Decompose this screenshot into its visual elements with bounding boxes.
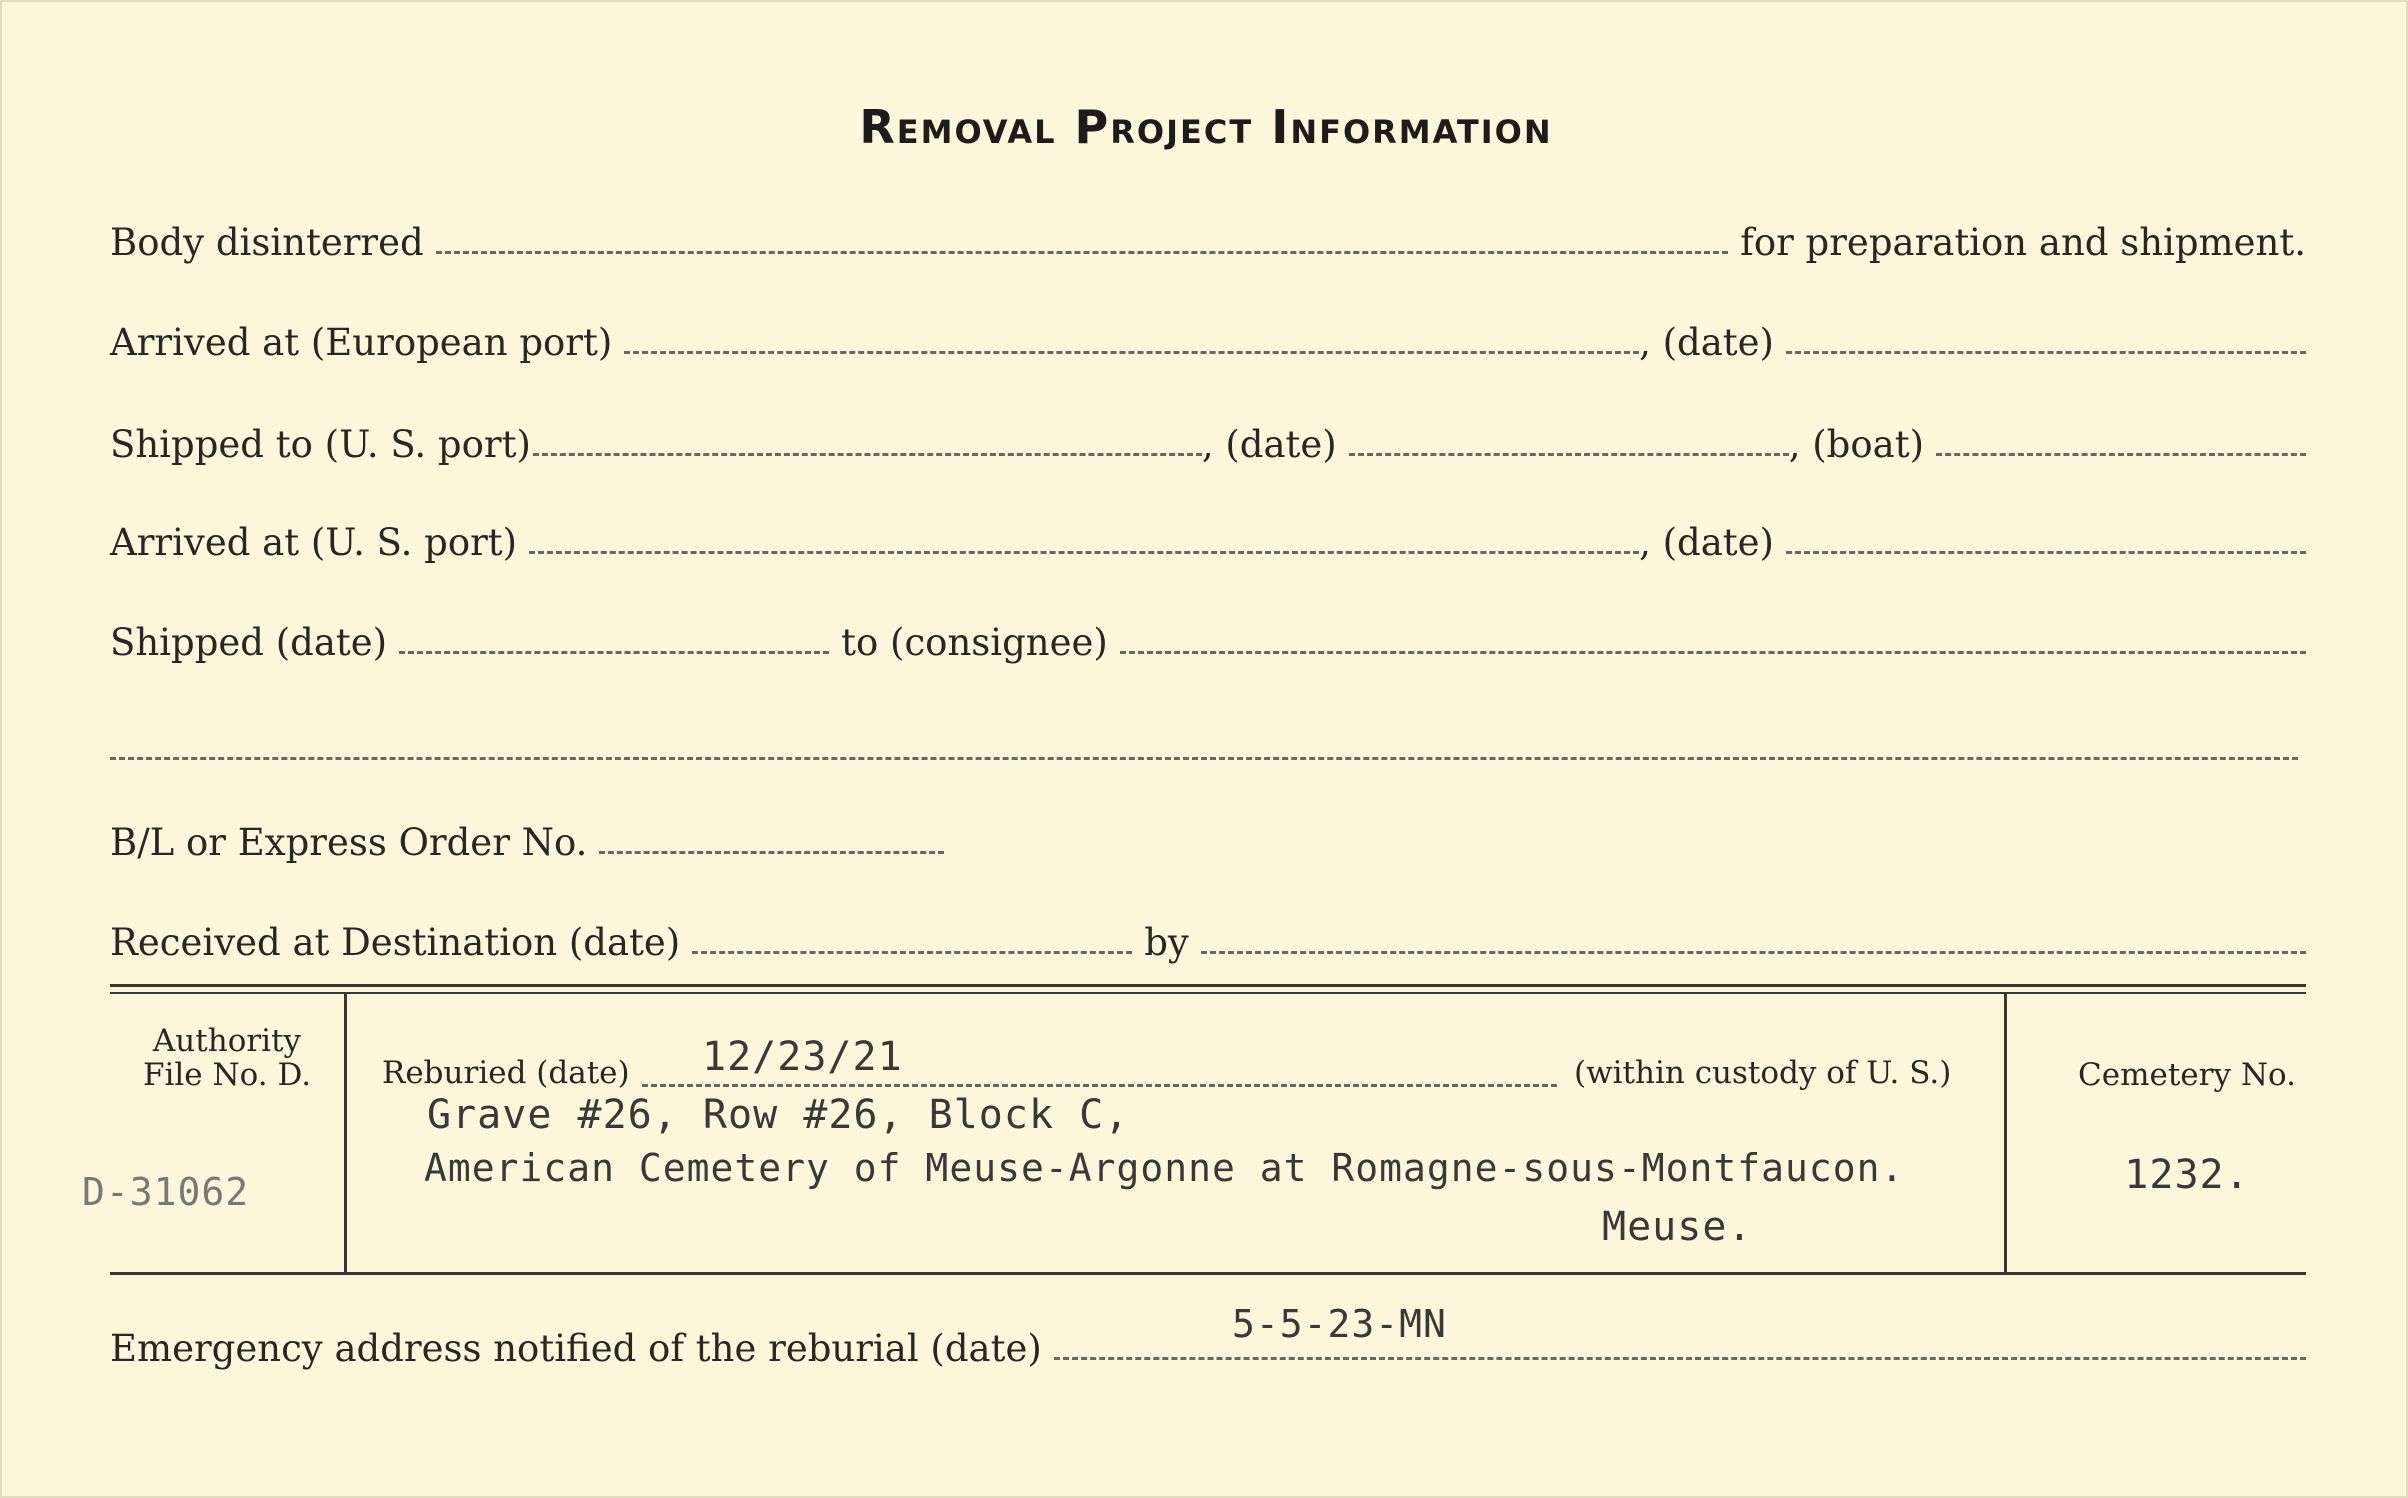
boat-label: , (boat) (1788, 423, 1924, 466)
european-date-label: , (date) (1639, 321, 1774, 364)
emergency-date-value: 5-5-23-MN (1232, 1302, 1447, 1346)
preparation-shipment-label: for preparation and shipment. (1740, 221, 2306, 264)
shipped-us-row (110, 416, 2306, 466)
custody-label: (within custody of U. S.) (1574, 1055, 1952, 1091)
grave-location-line1: Grave #26, Row #26, Block C, (427, 1092, 1130, 1138)
european-date-field (1786, 351, 2306, 354)
bl-order-label: B/L or Express Order No. (110, 821, 588, 864)
received-date-field (692, 951, 1132, 954)
authority-file-label: Authority File No. D. (142, 1023, 312, 1093)
us-port-field (533, 453, 1202, 456)
arrived-european-label: Arrived at (European port) (110, 321, 613, 364)
bl-order-field (599, 851, 944, 854)
shipped-date-only-label: Shipped (date) (110, 621, 388, 664)
european-port-field (624, 351, 1639, 354)
cemetery-no-value: 1232. (2124, 1152, 2250, 1198)
reburied-date-field (642, 1084, 1557, 1087)
shipped-us-label: Shipped to (U. S. port) (110, 423, 531, 466)
card-title: Removal Project Information (859, 100, 1553, 154)
cemetery-no-label: Cemetery No. (2078, 1057, 2296, 1093)
grave-location-line3: Meuse. (1602, 1204, 1753, 1250)
arrived-us-port-field (529, 551, 1639, 554)
bl-order-row (110, 814, 2306, 864)
shipped-date-row (110, 614, 2306, 664)
grave-location-line2: American Cemetery of Meuse-Argonne at Romagne-sous-Montfaucon. (424, 1146, 1905, 1190)
arrived-us-label: Arrived at (U. S. port) (110, 521, 518, 564)
emergency-date-field (1054, 1357, 2306, 1360)
arrived-european-row (110, 314, 2306, 364)
consignee-field (1120, 651, 2306, 654)
shipped-date-label: , (date) (1201, 423, 1337, 466)
consignee-label: to (consignee) (841, 621, 1108, 664)
received-row (110, 914, 2306, 964)
arrived-us-date-field (1786, 551, 2306, 554)
reburied-date-label: Reburied (date) (382, 1055, 630, 1091)
emergency-row (110, 1320, 2306, 1370)
box-bottom-rule (110, 1272, 2306, 1275)
received-by-field (1201, 951, 2306, 954)
received-by-label: by (1144, 921, 1189, 964)
body-disinterred-row (110, 214, 2306, 264)
shipped-date-field (1349, 453, 1789, 456)
emergency-label: Emergency address notified of the reburial (date) (110, 1327, 1042, 1370)
authority-file-value: D-31062 (82, 1170, 250, 1214)
shipped-date-only-field (399, 651, 829, 654)
box-divider-left (344, 994, 347, 1272)
received-label: Received at Destination (date) (110, 921, 681, 964)
body-disinterred-field (436, 251, 1728, 254)
arrived-us-row (110, 514, 2306, 564)
box-top-rule (110, 984, 2306, 987)
boat-field (1936, 453, 2306, 456)
consignee-continuation-line (110, 757, 2298, 760)
box-divider-right (2004, 994, 2007, 1272)
body-disinterred-label: Body disinterred (110, 221, 424, 264)
arrived-us-date-label: , (date) (1639, 521, 1774, 564)
reburied-date-value: 12/23/21 (702, 1034, 903, 1080)
box-top-rule-inner (110, 992, 2306, 994)
